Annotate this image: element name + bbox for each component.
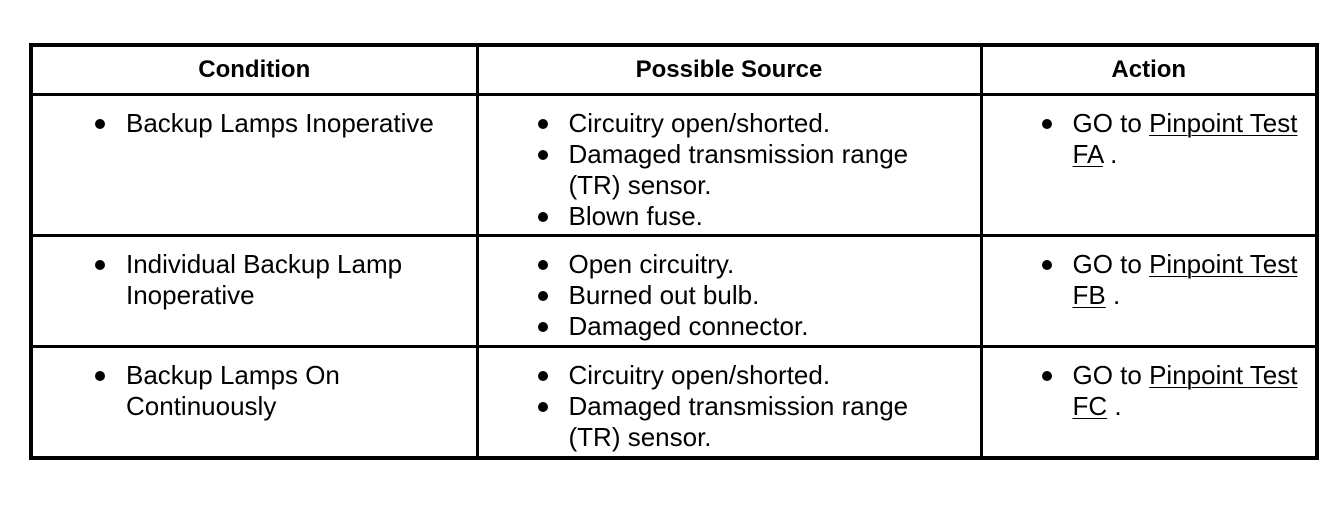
action-prefix: GO to: [1072, 108, 1150, 138]
condition-list: [92, 348, 476, 422]
table-row: [31, 347, 1317, 459]
source-item: Circuitry open/shorted.: [535, 108, 960, 139]
diagnosis-table: [29, 43, 1319, 460]
action-prefix: GO to: [1072, 360, 1150, 390]
header-possible-source: Possible Source: [477, 45, 981, 95]
source-cell: [477, 347, 981, 459]
header-row: [31, 45, 1317, 95]
source-cell: [477, 236, 981, 347]
condition-list: [92, 96, 476, 139]
condition-item: Backup Lamps Inoperative: [92, 108, 462, 139]
action-item: [1039, 249, 1302, 311]
source-item: Blown fuse.: [535, 201, 960, 232]
condition-item: Individual Backup Lamp Inoperative: [92, 249, 462, 311]
condition-list: [92, 237, 476, 311]
condition-cell: [31, 95, 477, 236]
action-suffix: .: [1102, 139, 1118, 169]
source-cell: [477, 95, 981, 236]
source-item: Open circuitry.: [535, 249, 960, 280]
action-suffix: .: [1107, 391, 1122, 421]
source-list: [535, 96, 980, 232]
pinpoint-test-fa-link[interactable]: Pinpoint Test FA: [1072, 108, 1298, 169]
action-cell: [981, 236, 1317, 347]
table-row: [31, 236, 1317, 347]
action-suffix: .: [1105, 280, 1121, 310]
pinpoint-test-fb-link[interactable]: Pinpoint Test FB: [1072, 249, 1298, 310]
condition-cell: [31, 347, 477, 459]
condition-cell: [31, 236, 477, 347]
action-prefix: GO to: [1072, 249, 1150, 279]
action-list: [1039, 348, 1316, 422]
source-item: Circuitry open/shorted.: [535, 360, 960, 391]
action-item: [1039, 108, 1302, 170]
source-item: Damaged transmission range (TR) sensor.: [535, 391, 960, 453]
header-action: Action: [981, 45, 1317, 95]
action-list: [1039, 96, 1316, 170]
action-item: [1039, 360, 1302, 422]
pinpoint-test-fc-link[interactable]: Pinpoint Test FC: [1072, 360, 1298, 421]
action-cell: [981, 347, 1317, 459]
action-cell: [981, 95, 1317, 236]
action-list: [1039, 237, 1316, 311]
source-list: [535, 237, 980, 342]
source-item: Damaged connector.: [535, 311, 960, 342]
source-item: Damaged transmission range (TR) sensor.: [535, 139, 960, 201]
source-item: Burned out bulb.: [535, 280, 960, 311]
condition-item: Backup Lamps On Continuously: [92, 360, 462, 422]
header-condition: Condition: [31, 45, 477, 95]
source-list: [535, 348, 980, 453]
table-row: [31, 95, 1317, 236]
